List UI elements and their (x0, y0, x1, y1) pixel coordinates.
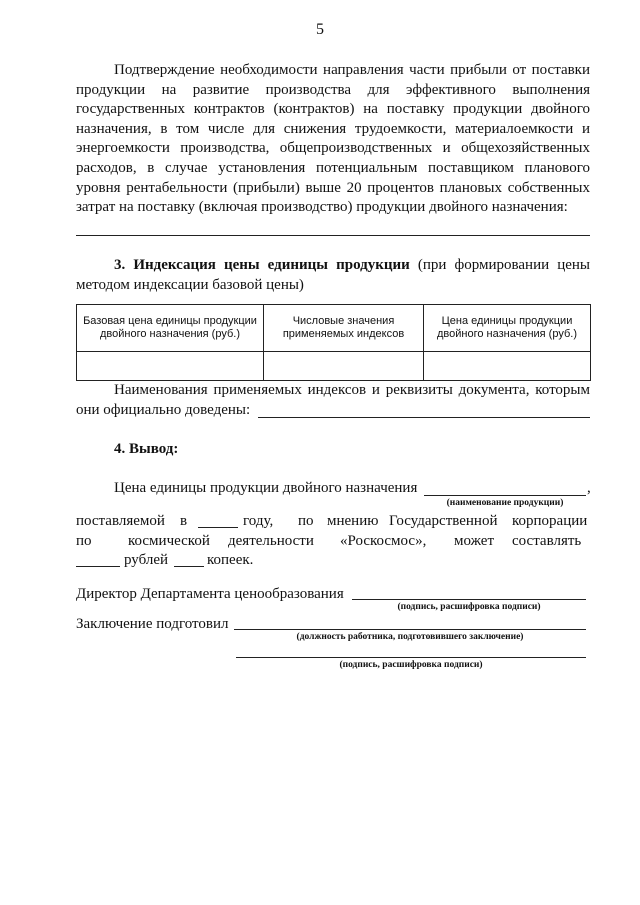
confirmation-fill-line (76, 235, 590, 236)
director-signature-caption: (подпись, расшифровка подписи) (397, 602, 541, 612)
product-name-caption: (наименование продукции) (446, 498, 564, 508)
conclusion-w9: космической (128, 533, 210, 549)
conclusion-w11: «Роскосмос», (340, 533, 427, 549)
conclusion-w12: может (454, 533, 494, 549)
conclusion-w13: составлять (512, 533, 582, 549)
cell-index-values (264, 352, 424, 381)
director-signature-line (352, 599, 586, 600)
confirmation-paragraph (76, 61, 590, 218)
indexes-text: Наименования применяемых индексов и реквизиты документа, которым они официально доведены: (76, 382, 590, 418)
kopecks-fill-line (174, 566, 204, 567)
conclusion-line-1 (114, 479, 417, 498)
conclusion-w3: году, (243, 513, 274, 529)
section-3-title: 3. Индексация цены единицы продукции (114, 257, 410, 273)
conclusion-w7: корпорации (512, 513, 588, 529)
section-4-title: 4. Вывод: (114, 441, 179, 457)
signature-caption: (подпись, расшифровка подписи) (339, 660, 483, 670)
section-3-subtitle: (при формировании цены методом индексации базовой цены) (76, 257, 590, 293)
page-number: 5 (316, 21, 324, 38)
cell-unit-price (424, 352, 591, 381)
conclusion-w8: по (76, 533, 92, 549)
indexes-paragraph (76, 381, 590, 420)
indexation-table (76, 304, 591, 381)
header-unit-price: Цена единицы продукции двойного назначения (руб.) (424, 305, 591, 352)
conclusion-w1: поставляемой (76, 513, 165, 529)
prepared-by-caption: (должность работника, подготовившего заключение) (296, 632, 524, 642)
signature-line (236, 657, 586, 658)
section-3-heading (76, 256, 590, 295)
table-row (77, 352, 591, 381)
prepared-by-line (234, 629, 586, 630)
conclusion-comma: , (587, 480, 591, 496)
conclusion-w5: мнению (327, 513, 379, 529)
cell-base-price (77, 352, 264, 381)
rubles-fill-line (76, 566, 120, 567)
director-label: Директор Департамента ценообразования (76, 586, 344, 602)
product-name-line (424, 495, 586, 496)
rubles-label: рублей (124, 552, 169, 568)
header-base-price: Базовая цена единицы продукции двойного назначения (руб.) (77, 305, 264, 352)
table-header-row (77, 305, 591, 352)
conclusion-w4: по (298, 513, 314, 529)
conclusion-w10: деятельности (228, 533, 314, 549)
kopecks-label: копеек. (207, 552, 254, 568)
header-index-values: Числовые значения применяемых индексов (264, 305, 424, 352)
prepared-by-label: Заключение подготовил (76, 616, 229, 632)
indexes-fill-line (258, 417, 590, 418)
conclusion-w6: Государственной (389, 513, 498, 529)
conclusion-product-text: Цена единицы продукции двойного назначения (114, 480, 418, 496)
conclusion-w2: в (180, 513, 188, 529)
confirmation-text: Подтверждение необходимости направления части прибыли от поставки продукции на развитие производства для эффективного выполнения государственных контрактов (контрактов) на поставку продукции двойного назначения, в том числе для снижения трудоемкости, материалоемкости и энергоемкости производства, общепроизводственных и общехозяйственных расходов, в случае установления потенциальным поставщиком планового уровня рентабельности (прибыли) выше 20 процентов плановых собственных затрат на поставку (включая производство) продукции двойного назначения: (76, 62, 590, 216)
year-fill-line (198, 527, 238, 528)
